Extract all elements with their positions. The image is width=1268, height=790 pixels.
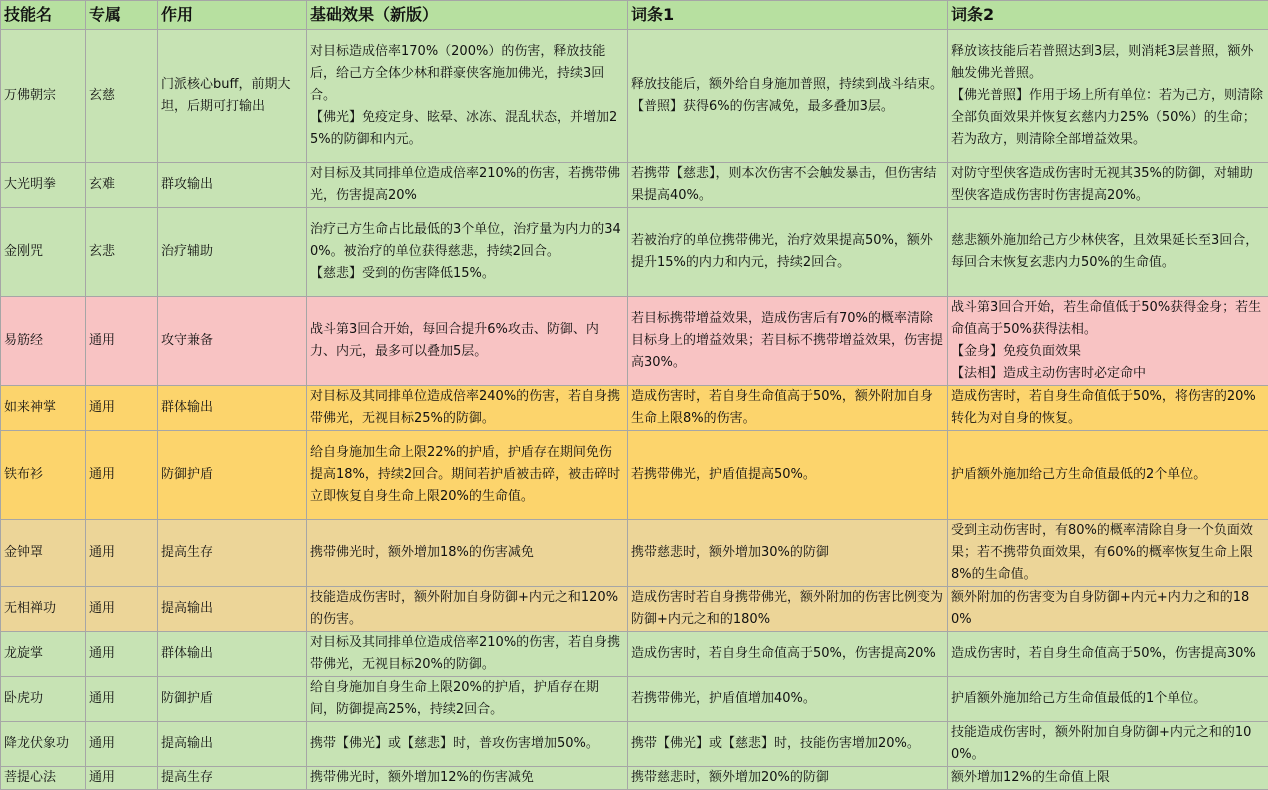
cell-base-effect[interactable]: 治疗己方生命占比最低的3个单位，治疗量为内力的340%。被治疗的单位获得慈悲，持续2回合。 【慈悲】受到的伤害降低15%。 xyxy=(307,208,628,297)
cell-affix-2[interactable]: 对防守型侠客造成伤害时无视其35%的防御，对辅助型侠客造成伤害时伤害提高20%。 xyxy=(948,163,1268,208)
header-affix-2[interactable]: 词条2 xyxy=(948,1,1268,30)
cell-skill-name[interactable]: 无相禅功 xyxy=(1,587,86,632)
header-exclusive[interactable]: 专属 xyxy=(86,1,158,30)
cell-affix-1[interactable]: 造成伤害时若自身携带佛光，额外附加的伤害比例变为防御+内元之和的180% xyxy=(628,587,948,632)
cell-skill-name[interactable]: 卧虎功 xyxy=(1,677,86,722)
cell-role[interactable]: 群攻输出 xyxy=(158,163,307,208)
table-row xyxy=(1,632,1268,677)
cell-skill-name[interactable]: 菩提心法 xyxy=(1,767,86,790)
cell-exclusive[interactable]: 通用 xyxy=(86,587,158,632)
cell-skill-name[interactable]: 金刚咒 xyxy=(1,208,86,297)
cell-exclusive[interactable]: 玄慈 xyxy=(86,30,158,163)
cell-base-effect[interactable]: 对目标及其同排单位造成倍率240%的伤害，若自身携带佛光，无视目标25%的防御。 xyxy=(307,386,628,431)
cell-exclusive[interactable]: 通用 xyxy=(86,677,158,722)
cell-affix-1[interactable]: 携带慈悲时，额外增加30%的防御 xyxy=(628,520,948,587)
cell-role[interactable]: 提高生存 xyxy=(158,767,307,790)
cell-exclusive[interactable]: 通用 xyxy=(86,520,158,587)
cell-affix-1[interactable]: 携带【佛光】或【慈悲】时，技能伤害增加20%。 xyxy=(628,722,948,767)
cell-affix-2[interactable]: 造成伤害时，若自身生命值高于50%，伤害提高30% xyxy=(948,632,1268,677)
table-row xyxy=(1,30,1268,163)
header-affix-1[interactable]: 词条1 xyxy=(628,1,948,30)
cell-skill-name[interactable]: 万佛朝宗 xyxy=(1,30,86,163)
cell-base-effect[interactable]: 对目标及其同排单位造成倍率210%的伤害，若携带佛光，伤害提高20% xyxy=(307,163,628,208)
cell-role[interactable]: 提高生存 xyxy=(158,520,307,587)
cell-affix-1[interactable]: 若目标携带增益效果，造成伤害后有70%的概率清除目标身上的增益效果；若目标不携带增益效果，伤害提高30%。 xyxy=(628,297,948,386)
cell-affix-2[interactable]: 造成伤害时，若自身生命值低于50%，将伤害的20%转化为对自身的恢复。 xyxy=(948,386,1268,431)
cell-affix-1[interactable]: 若被治疗的单位携带佛光，治疗效果提高50%，额外提升15%的内力和内元，持续2回合。 xyxy=(628,208,948,297)
cell-skill-name[interactable]: 龙旋掌 xyxy=(1,632,86,677)
cell-skill-name[interactable]: 金钟罩 xyxy=(1,520,86,587)
table-row xyxy=(1,520,1268,587)
cell-affix-2[interactable]: 额外增加12%的生命值上限 xyxy=(948,767,1268,790)
cell-skill-name[interactable]: 易筋经 xyxy=(1,297,86,386)
table-row xyxy=(1,722,1268,767)
cell-affix-1[interactable]: 若携带佛光，护盾值增加40%。 xyxy=(628,677,948,722)
cell-role[interactable]: 防御护盾 xyxy=(158,431,307,520)
cell-exclusive[interactable]: 玄难 xyxy=(86,163,158,208)
table-row xyxy=(1,431,1268,520)
cell-exclusive[interactable]: 通用 xyxy=(86,297,158,386)
table-row xyxy=(1,677,1268,722)
cell-role[interactable]: 攻守兼备 xyxy=(158,297,307,386)
cell-base-effect[interactable]: 技能造成伤害时，额外附加自身防御+内元之和120%的伤害。 xyxy=(307,587,628,632)
cell-affix-2[interactable]: 护盾额外施加给己方生命值最低的2个单位。 xyxy=(948,431,1268,520)
header-role[interactable]: 作用 xyxy=(158,1,307,30)
cell-exclusive[interactable]: 通用 xyxy=(86,722,158,767)
cell-affix-1[interactable]: 释放技能后，额外给自身施加普照，持续到战斗结束。 【普照】获得6%的伤害减免，最多叠加3层。 xyxy=(628,30,948,163)
cell-role[interactable]: 门派核心buff，前期大坦，后期可打输出 xyxy=(158,30,307,163)
cell-role[interactable]: 治疗辅助 xyxy=(158,208,307,297)
cell-base-effect[interactable]: 携带佛光时，额外增加18%的伤害减免 xyxy=(307,520,628,587)
cell-affix-2[interactable]: 释放该技能后若普照达到3层，则消耗3层普照，额外触发佛光普照。 【佛光普照】作用于场上所有单位：若为己方，则清除全部负面效果并恢复玄慈内力25%（50%）的生命；若为敌方，则清除全部增益效果。 xyxy=(948,30,1268,163)
table-row xyxy=(1,208,1268,297)
cell-skill-name[interactable]: 铁布衫 xyxy=(1,431,86,520)
header-skill-name[interactable]: 技能名 xyxy=(1,1,86,30)
cell-affix-2[interactable]: 额外附加的伤害变为自身防御+内元+内力之和的180% xyxy=(948,587,1268,632)
table-row xyxy=(1,587,1268,632)
cell-base-effect[interactable]: 对目标造成倍率170%（200%）的伤害，释放技能后，给己方全体少林和群豪侠客施加佛光，持续3回合。 【佛光】免疫定身、眩晕、冰冻、混乱状态，并增加25%的防御和内元。 xyxy=(307,30,628,163)
cell-affix-1[interactable]: 若携带佛光，护盾值提高50%。 xyxy=(628,431,948,520)
cell-exclusive[interactable]: 通用 xyxy=(86,386,158,431)
table-row xyxy=(1,767,1268,790)
cell-affix-1[interactable]: 若携带【慈悲】，则本次伤害不会触发暴击，但伤害结果提高40%。 xyxy=(628,163,948,208)
cell-base-effect[interactable]: 携带【佛光】或【慈悲】时，普攻伤害增加50%。 xyxy=(307,722,628,767)
table-row xyxy=(1,163,1268,208)
cell-role[interactable]: 提高输出 xyxy=(158,587,307,632)
cell-affix-2[interactable]: 护盾额外施加给己方生命值最低的1个单位。 xyxy=(948,677,1268,722)
cell-base-effect[interactable]: 对目标及其同排单位造成倍率210%的伤害，若自身携带佛光，无视目标20%的防御。 xyxy=(307,632,628,677)
cell-exclusive[interactable]: 玄悲 xyxy=(86,208,158,297)
cell-role[interactable]: 防御护盾 xyxy=(158,677,307,722)
cell-base-effect[interactable]: 给自身施加自身生命上限20%的护盾，护盾存在期间，防御提高25%，持续2回合。 xyxy=(307,677,628,722)
cell-exclusive[interactable]: 通用 xyxy=(86,767,158,790)
table-row xyxy=(1,386,1268,431)
cell-exclusive[interactable]: 通用 xyxy=(86,632,158,677)
header-row xyxy=(1,1,1268,30)
table-row xyxy=(1,297,1268,386)
cell-skill-name[interactable]: 降龙伏象功 xyxy=(1,722,86,767)
cell-base-effect[interactable]: 战斗第3回合开始，每回合提升6%攻击、防御、内力、内元，最多可以叠加5层。 xyxy=(307,297,628,386)
cell-affix-1[interactable]: 携带慈悲时，额外增加20%的防御 xyxy=(628,767,948,790)
cell-affix-1[interactable]: 造成伤害时，若自身生命值高于50%，额外附加自身生命上限8%的伤害。 xyxy=(628,386,948,431)
cell-affix-1[interactable]: 造成伤害时，若自身生命值高于50%，伤害提高20% xyxy=(628,632,948,677)
cell-skill-name[interactable]: 大光明拳 xyxy=(1,163,86,208)
cell-affix-2[interactable]: 战斗第3回合开始，若生命值低于50%获得金身；若生命值高于50%获得法相。 【金身】免疫负面效果 【法相】造成主动伤害时必定命中 xyxy=(948,297,1268,386)
cell-role[interactable]: 群体输出 xyxy=(158,632,307,677)
cell-skill-name[interactable]: 如来神掌 xyxy=(1,386,86,431)
cell-base-effect[interactable]: 携带佛光时，额外增加12%的伤害减免 xyxy=(307,767,628,790)
cell-exclusive[interactable]: 通用 xyxy=(86,431,158,520)
header-base-effect[interactable]: 基础效果（新版） xyxy=(307,1,628,30)
cell-affix-2[interactable]: 慈悲额外施加给己方少林侠客，且效果延长至3回合，每回合末恢复玄悲内力50%的生命值。 xyxy=(948,208,1268,297)
cell-base-effect[interactable]: 给自身施加生命上限22%的护盾，护盾存在期间免伤提高18%，持续2回合。期间若护盾被击碎，被击碎时立即恢复自身生命上限20%的生命值。 xyxy=(307,431,628,520)
cell-role[interactable]: 提高输出 xyxy=(158,722,307,767)
cell-role[interactable]: 群体输出 xyxy=(158,386,307,431)
cell-affix-2[interactable]: 技能造成伤害时，额外附加自身防御+内元之和的100%。 xyxy=(948,722,1268,767)
cell-affix-2[interactable]: 受到主动伤害时，有80%的概率清除自身一个负面效果；若不携带负面效果，有60%的概率恢复生命上限8%的生命值。 xyxy=(948,520,1268,587)
